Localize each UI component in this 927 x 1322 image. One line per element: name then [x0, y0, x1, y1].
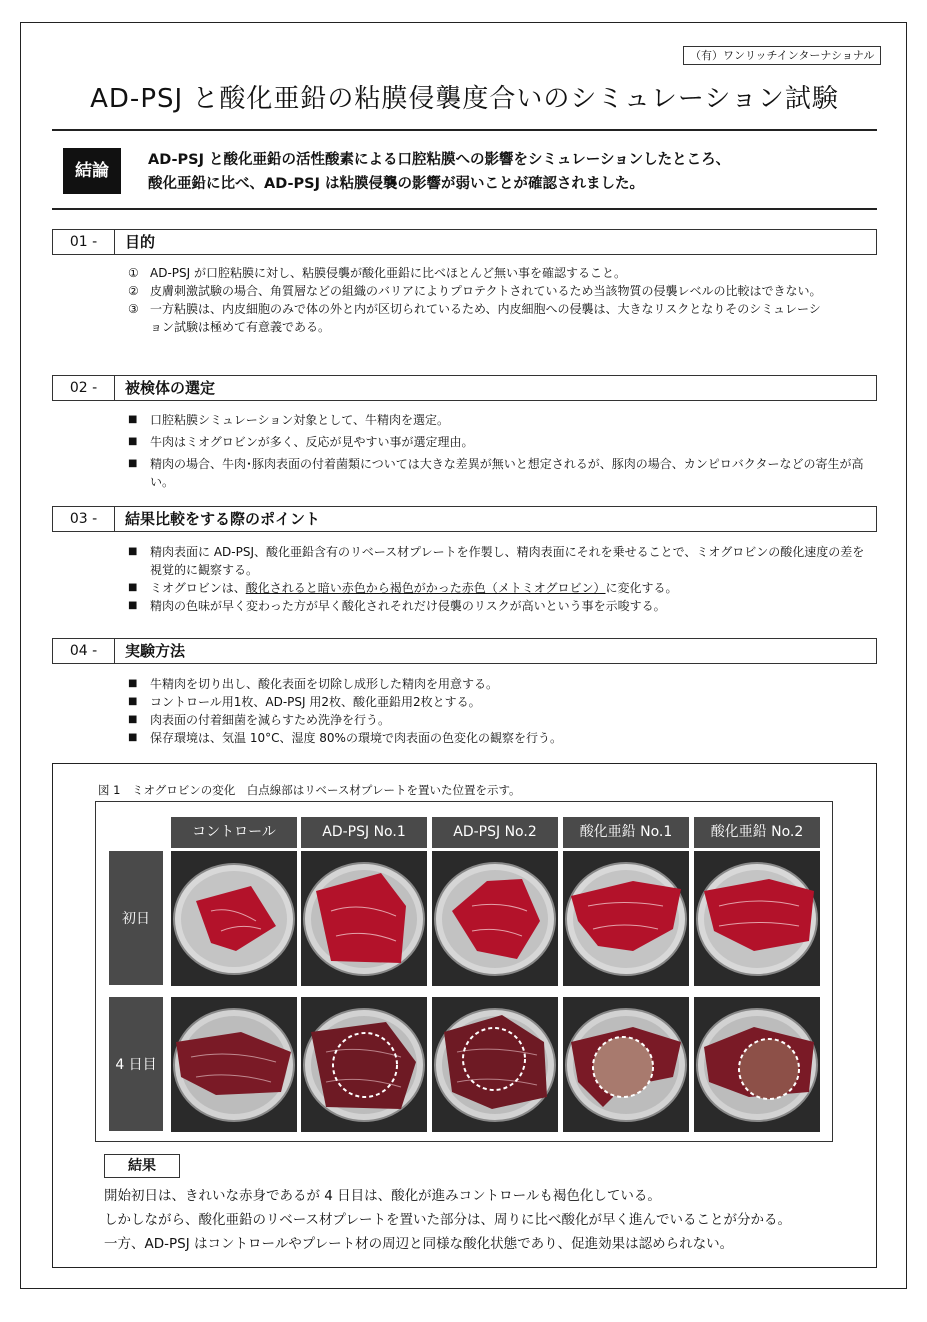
meat-photo-control-day1 — [171, 851, 297, 986]
divider-bottom — [52, 208, 877, 210]
list-item: ■ ミオグロビンは、酸化されると暗い赤色から褐色がかった赤色（メトミオグロビン）に変化する。 — [128, 581, 678, 595]
square-bullet-icon: ■ — [128, 458, 138, 469]
list-item: ② 皮膚刺激試験の場合、角質層などの組織のバリアによりプロテクトされているため当該物質の侵襲レベルの比較はできない。 — [128, 284, 822, 298]
square-bullet-icon: ■ — [128, 582, 138, 593]
section-title: 目的 — [125, 233, 156, 251]
meat-photo-zinc2-day1 — [694, 851, 820, 986]
list-item: ■ コントロール用1枚、AD-PSJ 用2枚、酸化亜鉛用2枚とする。 — [128, 695, 481, 709]
section-number: 02 - — [53, 376, 115, 400]
column-header: AD-PSJ No.2 — [432, 817, 558, 848]
square-bullet-icon: ■ — [128, 600, 138, 611]
meat-photo-adpsj2-day4 — [432, 997, 558, 1132]
list-item: ■ 保存環境は、気温 10°C、湿度 80%の環境で肉表面の色変化の観察を行う。 — [128, 731, 562, 745]
marker: ① — [128, 266, 139, 280]
page-title: AD-PSJ と酸化亜鉛の粘膜侵襲度合いのシミュレーション試験 — [90, 84, 839, 114]
result-text — [104, 1184, 874, 1256]
list-item: ■ 精肉の場合、牛肉･豚肉表面の付着菌類については大きな差異が無いと想定されるが、豚肉の場合、カンピロバクターなどの寄生が高い。 — [128, 457, 864, 489]
square-bullet-icon: ■ — [128, 696, 138, 707]
conclusion-text — [148, 148, 868, 196]
result-line-2: しかしながら、酸化亜鉛のリベース材プレートを置いた部分は、周りに比べ酸化が早く進んでいることが分かる。 — [104, 1212, 792, 1228]
conclusion-line-2: 酸化亜鉛に比べ、AD-PSJ は粘膜侵襲の影響が弱いことが確認されました。 — [148, 176, 645, 192]
section-title: 実験方法 — [125, 642, 186, 660]
meat-photo-control-day4 — [171, 997, 297, 1132]
list-item: ■ 肉表面の付着細菌を減らすため洗浄を行う。 — [128, 713, 391, 727]
column-header: AD-PSJ No.1 — [301, 817, 427, 848]
section-04-list — [125, 675, 870, 747]
section-01-header — [52, 229, 877, 255]
conclusion-badge: 結論 — [63, 148, 121, 194]
list-item: ■ 口腔粘膜シミュレーション対象として、牛精肉を選定。 — [128, 413, 450, 427]
company-name: （有）ワンリッチインターナショナル — [683, 46, 881, 65]
section-title: 被検体の選定 — [125, 379, 216, 397]
column-header: コントロール — [171, 817, 297, 848]
list-item: ■ 牛精肉を切り出し、酸化表面を切除し成形した精肉を用意する。 — [128, 677, 499, 691]
section-04-header — [52, 638, 877, 664]
marker: ③ — [128, 302, 139, 316]
square-bullet-icon: ■ — [128, 732, 138, 743]
section-02-header — [52, 375, 877, 401]
section-title: 結果比較をする際のポイント — [125, 510, 321, 528]
meat-photo-adpsj1-day4 — [301, 997, 427, 1132]
square-bullet-icon: ■ — [128, 546, 138, 557]
square-bullet-icon: ■ — [128, 714, 138, 725]
meat-photo-adpsj1-day1 — [301, 851, 427, 986]
figure-caption: 図 1 ミオグロビンの変化 白点線部はリベース材プレートを置いた位置を示す。 — [98, 783, 521, 797]
list-item: ■ 精肉表面に AD-PSJ、酸化亜鉛含有のリベース材プレートを作製し、精肉表面にそれを乗せることで、ミオグロビンの酸化速度の差を視覚的に観察する。 — [128, 545, 865, 577]
underlined-phrase: 酸化されると暗い赤色から褐色がかった赤色（メトミオグロビン） — [245, 581, 606, 595]
divider-top — [52, 129, 877, 131]
row-label-day4: 4 日目 — [109, 997, 163, 1131]
column-header: 酸化亜鉛 No.2 — [694, 817, 820, 848]
meat-photo-zinc1-day4 — [563, 997, 689, 1132]
list-item: ① AD-PSJ が口腔粘膜に対し、粘膜侵襲が酸化亜鉛に比べほとんど無い事を確認すること。 — [128, 266, 626, 280]
square-bullet-icon: ■ — [128, 436, 138, 447]
meat-photo-zinc2-day4 — [694, 997, 820, 1132]
list-item: ■ 精肉の色味が早く変わった方が早く酸化されそれだけ侵襲のリスクが高いという事を示唆する。 — [128, 599, 666, 613]
list-item: ③ 一方粘膜は、内皮細胞のみで体の外と内が区切られているため、内皮細胞への侵襲は、大きなリスクとなりそのシミュレーション試験は極めて有意義である。 — [128, 302, 821, 334]
meat-photo-zinc1-day1 — [563, 851, 689, 986]
section-03-list — [125, 543, 870, 615]
row-label-day1: 初日 — [109, 851, 163, 985]
section-03-header — [52, 506, 877, 532]
result-line-3: 一方、AD-PSJ はコントロールやプレート材の周辺と同様な酸化状態であり、促進効果は認められない。 — [104, 1236, 734, 1252]
square-bullet-icon: ■ — [128, 414, 138, 425]
section-number: 03 - — [53, 507, 115, 531]
column-header: 酸化亜鉛 No.1 — [563, 817, 689, 848]
section-number: 04 - — [53, 639, 115, 663]
section-01-list — [125, 264, 870, 336]
square-bullet-icon: ■ — [128, 678, 138, 689]
conclusion-line-1: AD-PSJ と酸化亜鉛の活性酸素による口腔粘膜への影響をシミュレーションしたところ、 — [148, 152, 731, 168]
section-02-list — [125, 411, 870, 491]
list-item: ■ 牛肉はミオグロビンが多く、反応が見やすい事が選定理由。 — [128, 435, 474, 449]
result-line-1: 開始初日は、きれいな赤身であるが 4 日目は、酸化が進みコントロールも褐色化している。 — [104, 1188, 661, 1204]
section-number: 01 - — [53, 230, 115, 254]
meat-photo-adpsj2-day1 — [432, 851, 558, 986]
result-label: 結果 — [104, 1154, 180, 1178]
marker: ② — [128, 284, 139, 298]
